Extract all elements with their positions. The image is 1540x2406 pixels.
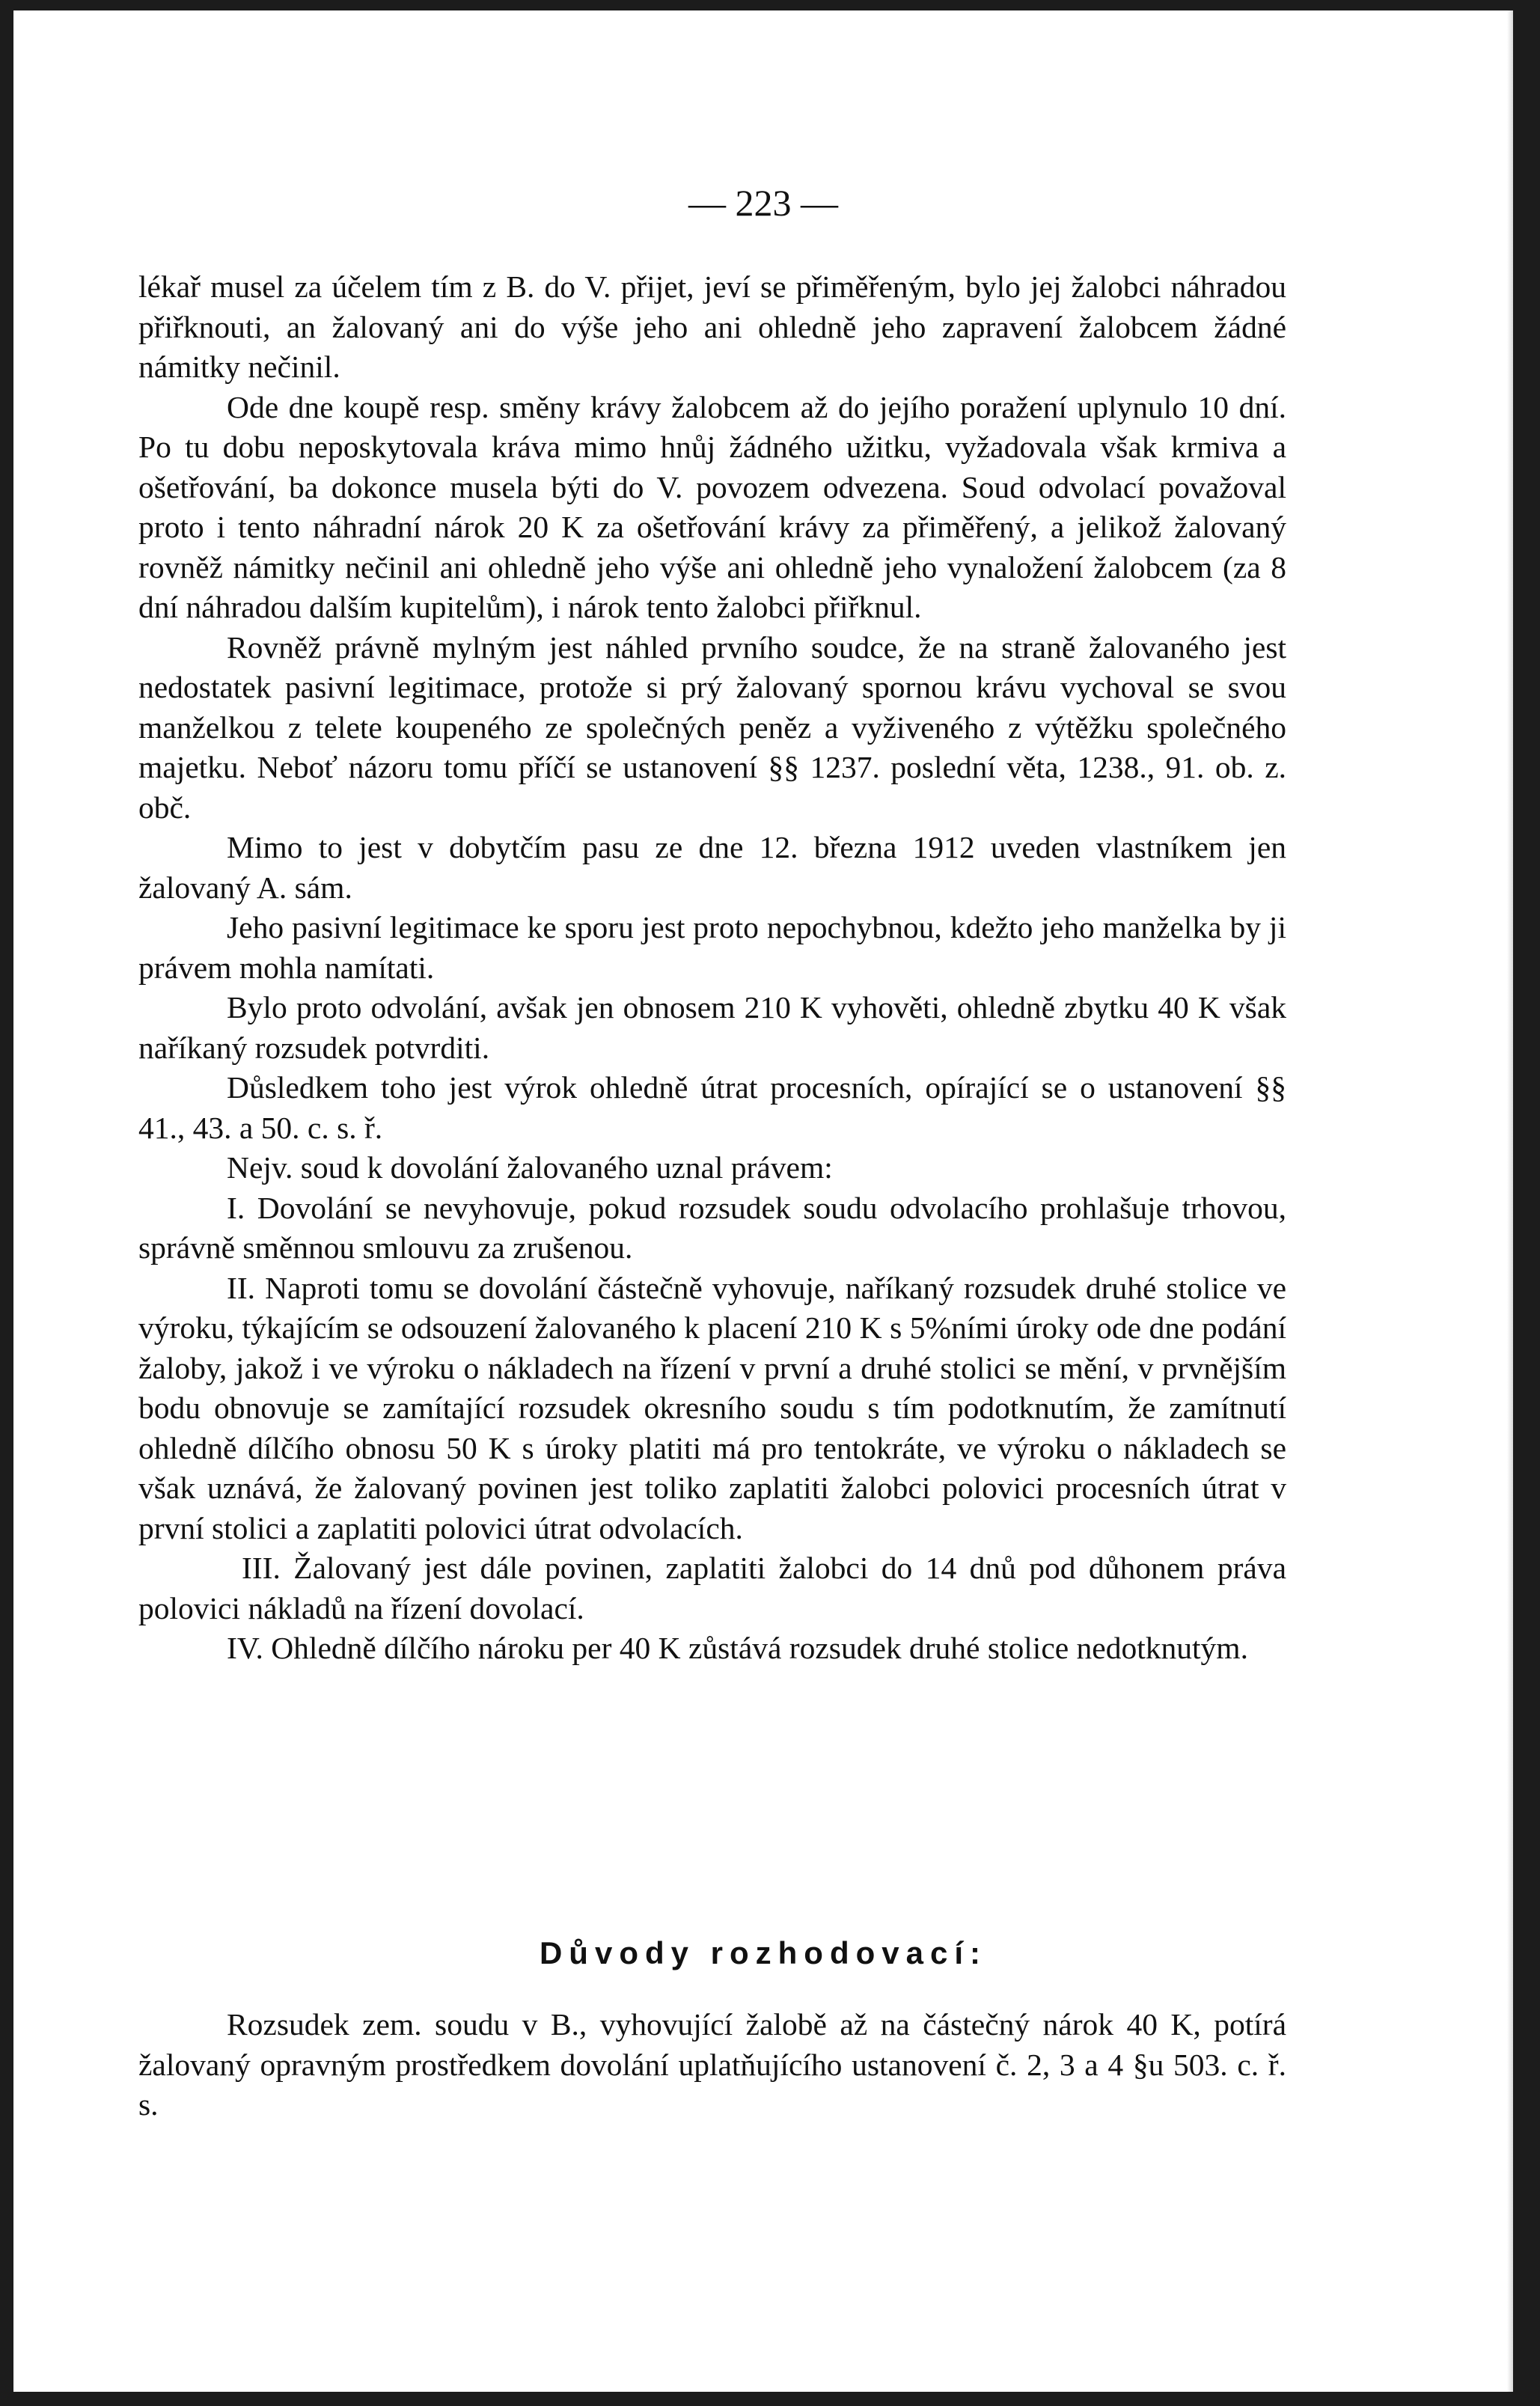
- verdict-item-2: II. Naproti tomu se dovolání částečně vyhovuje, naříkaný rozsudek druhé stolice ve výroku, týkajícím se odsouzení žalovaného k placení 210 K s 5%ními úroky ode dne podání žaloby, jakož i ve výroku o nákladech na řízení v první a druhé stolici se mění, v prvnějším bodu obnovuje se zamítající rozsudek okresního soudu s tím podotknutím, že zamítnutí ohledně dílčího obnosu 50 K s úroky platiti má pro tentokráte, ve výroku o nákladech se však uznává, že žalovaný povinen jest toliko zaplatiti žalobci polovici procesních útrat v první stolici a zaplatiti polovici útrat odvolacích.: [138, 1270, 1286, 1545]
- verdict-item-3: III. Žalovaný jest dále povinen, zaplatiti žalobci do 14 dnů pod důhonem práva polovici nákladů na řízení dovolací.: [138, 1551, 1286, 1625]
- verdict-item-4: IV. Ohledně dílčího nároku per 40 K zůstává rozsudek druhé stolice nedotknutým.: [227, 1631, 1248, 1665]
- body-text: [138, 267, 1286, 1669]
- paragraph-1: lékař musel za účelem tím z B. do V. přijet, jeví se přiměřeným, bylo jej žalobci náhradou přiřknouti, an žalovaný ani do výše jeho ani ohledně jeho zapravení žalobcem žádné námitky nečinil.: [138, 269, 1286, 384]
- paragraph-5: Jeho pasivní legitimace ke sporu jest proto nepochybnou, kdežto jeho manželka by ji právem mohla namítati.: [138, 910, 1286, 985]
- section-heading: Důvody rozhodovací:: [539, 1935, 988, 1970]
- paragraph-2: Ode dne koupě resp. směny krávy žalobcem až do jejího poražení uplynulo 10 dní. Po tu dobu neposkytovala kráva mimo hnůj žádného užitku, vyžadovala však krmiva a ošetřování, ba dokonce musela býti do V. povozem odvezena. Soud odvolací považoval proto i tento náhradní nárok 20 K za ošetřování krávy za přiměřený, a jelikož žalovaný rovněž námitky nečinil ani ohledně jeho výše ani ohledně jeho vynaložení žalobcem (za 8 dní náhradou dalším kupitelům), i nárok tento žalobci přiřknul.: [138, 389, 1286, 624]
- book-page: [13, 10, 1513, 2392]
- page-edge-shadow: [1507, 10, 1513, 2392]
- paragraph-3: Rovněž právně mylným jest náhled prvního soudce, že na straně žalovaného jest nedostatek pasivní legitimace, protože si prý žalovaný spornou krávu vychoval se svou manželkou z telete koupeného ze společných peněz a vyživeného z výtěžku společného majetku. Neboť názoru tomu příčí se ustanovení §§ 1237. poslední věta, 1238., 91. ob. z. obč.: [138, 629, 1286, 825]
- closing-text: [138, 2005, 1286, 2125]
- paragraph-4: Mimo to jest v dobytčím pasu ze dne 12. března 1912 uveden vlastníkem jen žalovaný A. sám.: [138, 830, 1286, 905]
- paragraph-6: Bylo proto odvolání, avšak jen obnosem 210 K vyhověti, ohledně zbytku 40 K však naříkaný rozsudek potvrditi.: [138, 990, 1286, 1065]
- closing-paragraph: Rozsudek zem. soudu v B., vyhovující žalobě až na částečný nárok 40 K, potírá žalovaný opravným prostředkem dovolání uplatňujícího ustanovení č. 2, 3 a 4 §u 503. c. ř. s.: [138, 2007, 1286, 2122]
- page-number: — 223 —: [688, 182, 838, 224]
- verdict-item-1: I. Dovolání se nevyhovuje, pokud rozsudek soudu odvolacího prohlašuje trhovou, správně směnnou smlouvu za zrušenou.: [138, 1190, 1286, 1265]
- paragraph-7: Důsledkem toho jest výrok ohledně útrat procesních, opírající se o ustanovení §§ 41., 43. a 50. c. s. ř.: [138, 1070, 1286, 1145]
- paragraph-8: Nejv. soud k dovolání žalovaného uznal právem:: [227, 1150, 833, 1185]
